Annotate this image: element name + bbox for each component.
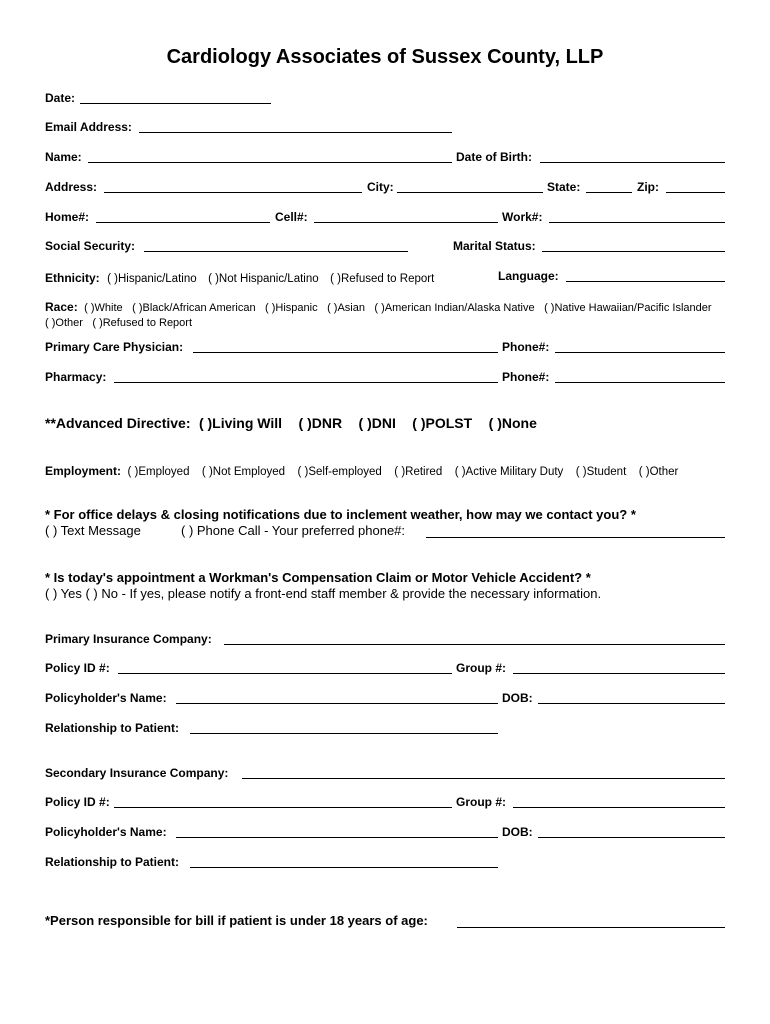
cell-field[interactable]: [314, 222, 498, 223]
secondary-ins-company-label: Secondary Insurance Company:: [45, 766, 229, 780]
name-field[interactable]: [88, 162, 452, 163]
responsible-label: *Person responsible for bill if patient is under 18 years of age:: [45, 913, 428, 928]
dob-label: Date of Birth:: [456, 150, 532, 164]
pcp-phone-label: Phone#:: [502, 340, 550, 354]
employment-option[interactable]: ( )Retired: [394, 466, 443, 478]
primary-holder-field[interactable]: [176, 703, 498, 704]
secondary-policy-field[interactable]: [114, 807, 452, 808]
directive-option[interactable]: ( )POLST: [412, 415, 473, 431]
secondary-holder-label: Policyholder's Name:: [45, 825, 167, 839]
marital-field[interactable]: [542, 251, 725, 252]
pcp-label: Primary Care Physician:: [45, 340, 184, 354]
secondary-holder-field[interactable]: [176, 837, 498, 838]
race-option[interactable]: ( )Hispanic: [265, 302, 318, 314]
pharmacy-phone-label: Phone#:: [502, 370, 550, 384]
employment-option[interactable]: ( )Not Employed: [201, 466, 286, 478]
ethnicity-option[interactable]: ( )Hispanic/Latino: [107, 273, 197, 285]
marital-label: Marital Status:: [453, 239, 536, 253]
primary-group-label: Group #:: [456, 661, 506, 675]
date-field[interactable]: [80, 103, 271, 104]
pharmacy-label: Pharmacy:: [45, 370, 107, 384]
ssn-field[interactable]: [144, 251, 408, 252]
secondary-group-field[interactable]: [513, 807, 725, 808]
zip-field[interactable]: [666, 192, 725, 193]
directive-option[interactable]: ( )None: [488, 415, 537, 431]
employment-option[interactable]: ( )Active Military Duty: [454, 466, 564, 478]
race-option[interactable]: ( )Refused to Report: [92, 317, 193, 329]
weather-question: * For office delays & closing notifications due to inclement weather, how may we contact you? *: [45, 507, 636, 522]
primary-ins-company-field[interactable]: [224, 644, 725, 645]
workmans-answer[interactable]: ( ) Yes ( ) No - If yes, please notify a front-end staff member & provide the necessary information.: [45, 586, 602, 601]
employment-row: [45, 462, 678, 480]
weather-call-option[interactable]: ( ) Phone Call - Your preferred phone#:: [181, 523, 406, 538]
ethnicity-option[interactable]: ( )Not Hispanic/Latino: [208, 273, 319, 285]
directive-row: [45, 415, 537, 433]
employment-option[interactable]: ( )Self-employed: [297, 466, 382, 478]
weather-text-option[interactable]: ( ) Text Message: [45, 523, 141, 538]
name-label: Name:: [45, 150, 82, 164]
work-label: Work#:: [502, 210, 543, 224]
secondary-group-label: Group #:: [456, 795, 506, 809]
employment-option[interactable]: ( )Employed: [127, 466, 190, 478]
home-field[interactable]: [96, 222, 270, 223]
pcp-field[interactable]: [193, 352, 498, 353]
secondary-relationship-label: Relationship to Patient:: [45, 855, 180, 869]
work-field[interactable]: [549, 222, 725, 223]
responsible-field[interactable]: [457, 927, 725, 928]
address-field[interactable]: [104, 192, 362, 193]
primary-policy-field[interactable]: [118, 673, 452, 674]
language-field[interactable]: [566, 281, 725, 282]
pharmacy-field[interactable]: [114, 382, 498, 383]
race-row-2: [45, 313, 192, 331]
zip-label: Zip:: [637, 180, 659, 194]
employment-label: Employment:: [45, 464, 122, 478]
race-option[interactable]: ( )Other: [45, 317, 83, 329]
directive-option[interactable]: ( )DNI: [358, 415, 396, 431]
directive-label: **Advanced Directive:: [45, 415, 191, 431]
ethnicity-label: Ethnicity:: [45, 271, 100, 285]
directive-option[interactable]: ( )DNR: [298, 415, 343, 431]
city-label: City:: [367, 180, 394, 194]
city-field[interactable]: [397, 192, 543, 193]
employment-option[interactable]: ( )Other: [638, 466, 679, 478]
primary-relationship-field[interactable]: [190, 733, 498, 734]
primary-policy-label: Policy ID #:: [45, 661, 110, 675]
employment-option[interactable]: ( )Student: [575, 466, 627, 478]
secondary-ins-company-field[interactable]: [242, 778, 725, 779]
ssn-label: Social Security:: [45, 239, 136, 253]
directive-option[interactable]: ( )Living Will: [198, 415, 283, 431]
email-label: Email Address:: [45, 120, 132, 134]
race-option[interactable]: ( )American Indian/Alaska Native: [374, 302, 535, 314]
primary-ins-company-label: Primary Insurance Company:: [45, 632, 212, 646]
race-option[interactable]: ( )Asian: [327, 302, 365, 314]
secondary-relationship-field[interactable]: [190, 867, 498, 868]
pcp-phone-field[interactable]: [555, 352, 725, 353]
ethnicity-option[interactable]: ( )Refused to Report: [330, 273, 435, 285]
ethnicity-row: [45, 269, 434, 287]
primary-holder-label: Policyholder's Name:: [45, 691, 167, 705]
secondary-policy-label: Policy ID #:: [45, 795, 110, 809]
state-label: State:: [547, 180, 581, 194]
primary-dob-field[interactable]: [538, 703, 725, 704]
cell-label: Cell#:: [275, 210, 308, 224]
preferred-phone-field[interactable]: [426, 537, 725, 538]
workmans-question: * Is today's appointment a Workman's Compensation Claim or Motor Vehicle Accident? *: [45, 570, 591, 585]
pharmacy-phone-field[interactable]: [555, 382, 725, 383]
secondary-dob-field[interactable]: [538, 837, 725, 838]
secondary-dob-label: DOB:: [502, 825, 533, 839]
form-title: Cardiology Associates of Sussex County, LLP: [166, 46, 604, 68]
address-label: Address:: [45, 180, 98, 194]
race-option[interactable]: ( )White: [84, 302, 123, 314]
race-label: Race:: [45, 300, 78, 314]
home-label: Home#:: [45, 210, 90, 224]
email-field[interactable]: [139, 132, 452, 133]
primary-group-field[interactable]: [513, 673, 725, 674]
primary-relationship-label: Relationship to Patient:: [45, 721, 180, 735]
primary-dob-label: DOB:: [502, 691, 533, 705]
race-option[interactable]: ( )Black/African American: [132, 302, 256, 314]
race-option[interactable]: ( )Native Hawaiian/Pacific Islander: [544, 302, 712, 314]
date-label: Date:: [45, 91, 76, 105]
dob-field[interactable]: [540, 162, 725, 163]
state-field[interactable]: [586, 192, 632, 193]
language-label: Language:: [498, 269, 559, 283]
